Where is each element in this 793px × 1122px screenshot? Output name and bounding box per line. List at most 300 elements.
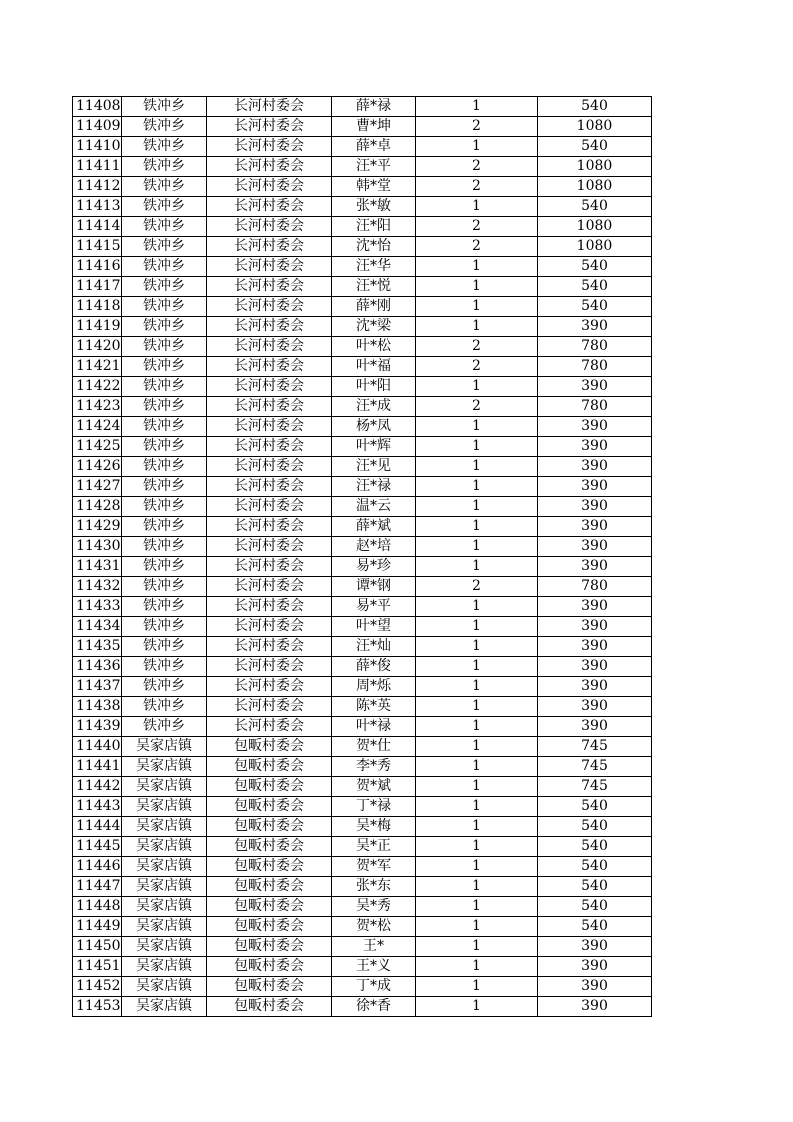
- household-count-cell: 1: [416, 257, 538, 277]
- township-cell: 铁冲乡: [122, 537, 207, 557]
- household-count-cell: 1: [416, 637, 538, 657]
- township-cell: 铁冲乡: [122, 477, 207, 497]
- village-committee-cell: 长河村委会: [207, 337, 332, 357]
- township-cell: 铁冲乡: [122, 717, 207, 737]
- township-cell: 铁冲乡: [122, 437, 207, 457]
- record-id-cell: 11433: [73, 597, 122, 617]
- record-id-cell: 11420: [73, 337, 122, 357]
- village-committee-cell: 长河村委会: [207, 577, 332, 597]
- household-count-cell: 1: [416, 537, 538, 557]
- township-cell: 铁冲乡: [122, 657, 207, 677]
- amount-cell: 1080: [538, 237, 652, 257]
- record-id-cell: 11426: [73, 457, 122, 477]
- village-committee-cell: 长河村委会: [207, 257, 332, 277]
- record-id-cell: 11416: [73, 257, 122, 277]
- record-id-cell: 11450: [73, 937, 122, 957]
- township-cell: 铁冲乡: [122, 117, 207, 137]
- township-cell: 吴家店镇: [122, 837, 207, 857]
- amount-cell: 390: [538, 657, 652, 677]
- village-committee-cell: 长河村委会: [207, 417, 332, 437]
- table-row: [73, 357, 652, 377]
- household-count-cell: 1: [416, 917, 538, 937]
- table-row: [73, 377, 652, 397]
- record-id-cell: 11442: [73, 777, 122, 797]
- table-row: [73, 537, 652, 557]
- name-cell: 王*义: [332, 957, 416, 977]
- record-id-cell: 11422: [73, 377, 122, 397]
- household-count-cell: 1: [416, 417, 538, 437]
- name-cell: 薛*禄: [332, 97, 416, 117]
- amount-cell: 1080: [538, 117, 652, 137]
- township-cell: 铁冲乡: [122, 497, 207, 517]
- household-count-cell: 1: [416, 617, 538, 637]
- village-committee-cell: 长河村委会: [207, 437, 332, 457]
- name-cell: 薛*斌: [332, 517, 416, 537]
- table-row: [73, 117, 652, 137]
- record-id-cell: 11446: [73, 857, 122, 877]
- household-count-cell: 1: [416, 817, 538, 837]
- township-cell: 铁冲乡: [122, 157, 207, 177]
- amount-cell: 390: [538, 497, 652, 517]
- household-count-cell: 1: [416, 977, 538, 997]
- household-count-cell: 2: [416, 157, 538, 177]
- household-count-cell: 1: [416, 197, 538, 217]
- township-cell: 铁冲乡: [122, 617, 207, 637]
- amount-cell: 540: [538, 857, 652, 877]
- township-cell: 铁冲乡: [122, 697, 207, 717]
- township-cell: 吴家店镇: [122, 857, 207, 877]
- amount-cell: 780: [538, 357, 652, 377]
- village-committee-cell: 长河村委会: [207, 317, 332, 337]
- record-id-cell: 11435: [73, 637, 122, 657]
- village-committee-cell: 长河村委会: [207, 517, 332, 537]
- amount-cell: 390: [538, 677, 652, 697]
- household-count-cell: 2: [416, 397, 538, 417]
- household-count-cell: 2: [416, 177, 538, 197]
- name-cell: 汪*见: [332, 457, 416, 477]
- name-cell: 汪*灿: [332, 637, 416, 657]
- village-committee-cell: 长河村委会: [207, 177, 332, 197]
- township-cell: 吴家店镇: [122, 757, 207, 777]
- record-id-cell: 11444: [73, 817, 122, 837]
- record-id-cell: 11445: [73, 837, 122, 857]
- amount-cell: 745: [538, 737, 652, 757]
- record-id-cell: 11427: [73, 477, 122, 497]
- township-cell: 铁冲乡: [122, 557, 207, 577]
- amount-cell: 1080: [538, 157, 652, 177]
- township-cell: 吴家店镇: [122, 737, 207, 757]
- village-committee-cell: 包畈村委会: [207, 777, 332, 797]
- table-row: [73, 257, 652, 277]
- village-committee-cell: 包畈村委会: [207, 897, 332, 917]
- township-cell: 吴家店镇: [122, 817, 207, 837]
- table-row: [73, 777, 652, 797]
- village-committee-cell: 包畈村委会: [207, 857, 332, 877]
- township-cell: 铁冲乡: [122, 597, 207, 617]
- table-row: [73, 97, 652, 117]
- record-id-cell: 11411: [73, 157, 122, 177]
- village-committee-cell: 长河村委会: [207, 377, 332, 397]
- township-cell: 铁冲乡: [122, 97, 207, 117]
- township-cell: 吴家店镇: [122, 777, 207, 797]
- table-row: [73, 957, 652, 977]
- township-cell: 铁冲乡: [122, 197, 207, 217]
- name-cell: 陈*英: [332, 697, 416, 717]
- name-cell: 叶*福: [332, 357, 416, 377]
- amount-cell: 390: [538, 697, 652, 717]
- name-cell: 沈*梁: [332, 317, 416, 337]
- name-cell: 贺*仕: [332, 737, 416, 757]
- village-committee-cell: 长河村委会: [207, 217, 332, 237]
- amount-cell: 540: [538, 297, 652, 317]
- amount-cell: 390: [538, 997, 652, 1017]
- name-cell: 王*: [332, 937, 416, 957]
- table-row: [73, 137, 652, 157]
- village-committee-cell: 包畈村委会: [207, 877, 332, 897]
- table-row: [73, 157, 652, 177]
- village-committee-cell: 包畈村委会: [207, 997, 332, 1017]
- record-id-cell: 11436: [73, 657, 122, 677]
- household-count-cell: 1: [416, 597, 538, 617]
- record-id-cell: 11437: [73, 677, 122, 697]
- record-id-cell: 11441: [73, 757, 122, 777]
- table-row: [73, 437, 652, 457]
- village-committee-cell: 长河村委会: [207, 277, 332, 297]
- record-id-cell: 11419: [73, 317, 122, 337]
- table-row: [73, 717, 652, 737]
- amount-cell: 390: [538, 457, 652, 477]
- table-row: [73, 597, 652, 617]
- household-count-cell: 1: [416, 777, 538, 797]
- household-count-cell: 1: [416, 857, 538, 877]
- record-id-cell: 11432: [73, 577, 122, 597]
- village-committee-cell: 包畈村委会: [207, 937, 332, 957]
- village-committee-cell: 长河村委会: [207, 677, 332, 697]
- name-cell: 汪*华: [332, 257, 416, 277]
- household-count-cell: 1: [416, 897, 538, 917]
- name-cell: 汪*平: [332, 157, 416, 177]
- table-row: [73, 657, 652, 677]
- name-cell: 沈*怡: [332, 237, 416, 257]
- name-cell: 易*平: [332, 597, 416, 617]
- household-count-cell: 1: [416, 957, 538, 977]
- amount-cell: 540: [538, 797, 652, 817]
- village-committee-cell: 长河村委会: [207, 557, 332, 577]
- records-table-body: [73, 97, 652, 1017]
- name-cell: 温*云: [332, 497, 416, 517]
- household-count-cell: 2: [416, 217, 538, 237]
- name-cell: 薛*刚: [332, 297, 416, 317]
- table-row: [73, 177, 652, 197]
- township-cell: 铁冲乡: [122, 517, 207, 537]
- record-id-cell: 11412: [73, 177, 122, 197]
- village-committee-cell: 包畈村委会: [207, 917, 332, 937]
- table-row: [73, 197, 652, 217]
- village-committee-cell: 包畈村委会: [207, 737, 332, 757]
- name-cell: 贺*军: [332, 857, 416, 877]
- household-count-cell: 1: [416, 317, 538, 337]
- amount-cell: 540: [538, 897, 652, 917]
- amount-cell: 390: [538, 477, 652, 497]
- village-committee-cell: 长河村委会: [207, 597, 332, 617]
- table-row: [73, 457, 652, 477]
- record-id-cell: 11451: [73, 957, 122, 977]
- table-row: [73, 517, 652, 537]
- household-count-cell: 1: [416, 997, 538, 1017]
- table-row: [73, 497, 652, 517]
- name-cell: 叶*松: [332, 337, 416, 357]
- name-cell: 丁*禄: [332, 797, 416, 817]
- record-id-cell: 11438: [73, 697, 122, 717]
- record-id-cell: 11449: [73, 917, 122, 937]
- name-cell: 张*东: [332, 877, 416, 897]
- village-committee-cell: 包畈村委会: [207, 957, 332, 977]
- name-cell: 李*秀: [332, 757, 416, 777]
- household-count-cell: 1: [416, 877, 538, 897]
- household-count-cell: 1: [416, 837, 538, 857]
- village-committee-cell: 长河村委会: [207, 157, 332, 177]
- township-cell: 铁冲乡: [122, 257, 207, 277]
- township-cell: 吴家店镇: [122, 877, 207, 897]
- household-count-cell: 2: [416, 357, 538, 377]
- record-id-cell: 11410: [73, 137, 122, 157]
- table-row: [73, 837, 652, 857]
- table-row: [73, 997, 652, 1017]
- amount-cell: 1080: [538, 217, 652, 237]
- name-cell: 徐*香: [332, 997, 416, 1017]
- amount-cell: 390: [538, 417, 652, 437]
- household-count-cell: 1: [416, 137, 538, 157]
- household-count-cell: 2: [416, 337, 538, 357]
- table-row: [73, 797, 652, 817]
- village-committee-cell: 包畈村委会: [207, 757, 332, 777]
- village-committee-cell: 长河村委会: [207, 237, 332, 257]
- amount-cell: 390: [538, 557, 652, 577]
- record-id-cell: 11425: [73, 437, 122, 457]
- name-cell: 吴*正: [332, 837, 416, 857]
- township-cell: 铁冲乡: [122, 337, 207, 357]
- name-cell: 薛*俊: [332, 657, 416, 677]
- amount-cell: 780: [538, 577, 652, 597]
- table-row: [73, 217, 652, 237]
- household-count-cell: 1: [416, 737, 538, 757]
- township-cell: 铁冲乡: [122, 677, 207, 697]
- household-count-cell: 1: [416, 457, 538, 477]
- name-cell: 杨*凤: [332, 417, 416, 437]
- village-committee-cell: 长河村委会: [207, 497, 332, 517]
- name-cell: 叶*辉: [332, 437, 416, 457]
- amount-cell: 745: [538, 757, 652, 777]
- amount-cell: 390: [538, 937, 652, 957]
- record-id-cell: 11421: [73, 357, 122, 377]
- record-id-cell: 11443: [73, 797, 122, 817]
- township-cell: 吴家店镇: [122, 937, 207, 957]
- amount-cell: 540: [538, 837, 652, 857]
- village-committee-cell: 长河村委会: [207, 297, 332, 317]
- township-cell: 铁冲乡: [122, 277, 207, 297]
- household-count-cell: 1: [416, 757, 538, 777]
- household-count-cell: 2: [416, 117, 538, 137]
- name-cell: 赵*培: [332, 537, 416, 557]
- name-cell: 薛*卓: [332, 137, 416, 157]
- name-cell: 汪*悦: [332, 277, 416, 297]
- name-cell: 叶*禄: [332, 717, 416, 737]
- village-committee-cell: 包畈村委会: [207, 817, 332, 837]
- village-committee-cell: 长河村委会: [207, 197, 332, 217]
- village-committee-cell: 长河村委会: [207, 137, 332, 157]
- table-row: [73, 477, 652, 497]
- table-row: [73, 337, 652, 357]
- table-row: [73, 897, 652, 917]
- record-id-cell: 11424: [73, 417, 122, 437]
- table-row: [73, 417, 652, 437]
- name-cell: 曹*坤: [332, 117, 416, 137]
- amount-cell: 390: [538, 377, 652, 397]
- record-id-cell: 11448: [73, 897, 122, 917]
- township-cell: 铁冲乡: [122, 357, 207, 377]
- township-cell: 吴家店镇: [122, 917, 207, 937]
- table-row: [73, 817, 652, 837]
- name-cell: 叶*望: [332, 617, 416, 637]
- name-cell: 汪*禄: [332, 477, 416, 497]
- township-cell: 吴家店镇: [122, 997, 207, 1017]
- township-cell: 铁冲乡: [122, 397, 207, 417]
- record-id-cell: 11440: [73, 737, 122, 757]
- name-cell: 周*烁: [332, 677, 416, 697]
- household-count-cell: 1: [416, 677, 538, 697]
- table-row: [73, 617, 652, 637]
- household-count-cell: 1: [416, 297, 538, 317]
- record-id-cell: 11423: [73, 397, 122, 417]
- village-committee-cell: 长河村委会: [207, 717, 332, 737]
- table-row: [73, 917, 652, 937]
- township-cell: 吴家店镇: [122, 957, 207, 977]
- amount-cell: 390: [538, 717, 652, 737]
- amount-cell: 780: [538, 397, 652, 417]
- table-row: [73, 877, 652, 897]
- amount-cell: 540: [538, 277, 652, 297]
- village-committee-cell: 长河村委会: [207, 477, 332, 497]
- name-cell: 贺*斌: [332, 777, 416, 797]
- household-count-cell: 1: [416, 517, 538, 537]
- table-row: [73, 757, 652, 777]
- township-cell: 吴家店镇: [122, 897, 207, 917]
- amount-cell: 390: [538, 977, 652, 997]
- amount-cell: 390: [538, 517, 652, 537]
- record-id-cell: 11415: [73, 237, 122, 257]
- table-row: [73, 677, 652, 697]
- record-id-cell: 11429: [73, 517, 122, 537]
- village-committee-cell: 长河村委会: [207, 457, 332, 477]
- household-count-cell: 1: [416, 497, 538, 517]
- record-id-cell: 11418: [73, 297, 122, 317]
- record-id-cell: 11417: [73, 277, 122, 297]
- amount-cell: 390: [538, 597, 652, 617]
- amount-cell: 390: [538, 617, 652, 637]
- amount-cell: 540: [538, 257, 652, 277]
- household-count-cell: 1: [416, 97, 538, 117]
- name-cell: 丁*成: [332, 977, 416, 997]
- table-row: [73, 697, 652, 717]
- amount-cell: 540: [538, 197, 652, 217]
- township-cell: 铁冲乡: [122, 237, 207, 257]
- name-cell: 汪*阳: [332, 217, 416, 237]
- township-cell: 铁冲乡: [122, 577, 207, 597]
- table-row: [73, 397, 652, 417]
- village-committee-cell: 长河村委会: [207, 657, 332, 677]
- name-cell: 谭*钢: [332, 577, 416, 597]
- amount-cell: 390: [538, 537, 652, 557]
- household-count-cell: 2: [416, 577, 538, 597]
- table-row: [73, 977, 652, 997]
- record-id-cell: 11453: [73, 997, 122, 1017]
- village-committee-cell: 长河村委会: [207, 397, 332, 417]
- household-count-cell: 2: [416, 237, 538, 257]
- table-row: [73, 297, 652, 317]
- record-id-cell: 11428: [73, 497, 122, 517]
- township-cell: 吴家店镇: [122, 797, 207, 817]
- record-id-cell: 11414: [73, 217, 122, 237]
- township-cell: 铁冲乡: [122, 297, 207, 317]
- township-cell: 铁冲乡: [122, 637, 207, 657]
- record-id-cell: 11413: [73, 197, 122, 217]
- amount-cell: 540: [538, 817, 652, 837]
- record-id-cell: 11408: [73, 97, 122, 117]
- table-row: [73, 737, 652, 757]
- township-cell: 铁冲乡: [122, 417, 207, 437]
- household-count-cell: 1: [416, 697, 538, 717]
- name-cell: 韩*堂: [332, 177, 416, 197]
- household-count-cell: 1: [416, 557, 538, 577]
- table-row: [73, 237, 652, 257]
- township-cell: 铁冲乡: [122, 177, 207, 197]
- village-committee-cell: 长河村委会: [207, 637, 332, 657]
- record-id-cell: 11434: [73, 617, 122, 637]
- household-count-cell: 1: [416, 717, 538, 737]
- amount-cell: 540: [538, 877, 652, 897]
- table-row: [73, 317, 652, 337]
- table-row: [73, 557, 652, 577]
- household-count-cell: 1: [416, 797, 538, 817]
- table-row: [73, 577, 652, 597]
- amount-cell: 540: [538, 137, 652, 157]
- table-row: [73, 637, 652, 657]
- name-cell: 汪*成: [332, 397, 416, 417]
- amount-cell: 390: [538, 437, 652, 457]
- village-committee-cell: 长河村委会: [207, 617, 332, 637]
- township-cell: 吴家店镇: [122, 977, 207, 997]
- township-cell: 铁冲乡: [122, 377, 207, 397]
- township-cell: 铁冲乡: [122, 317, 207, 337]
- village-committee-cell: 包畈村委会: [207, 977, 332, 997]
- records-table: [72, 96, 652, 1017]
- village-committee-cell: 长河村委会: [207, 97, 332, 117]
- household-count-cell: 1: [416, 437, 538, 457]
- amount-cell: 780: [538, 337, 652, 357]
- table-row: [73, 277, 652, 297]
- name-cell: 叶*阳: [332, 377, 416, 397]
- village-committee-cell: 长河村委会: [207, 697, 332, 717]
- village-committee-cell: 长河村委会: [207, 357, 332, 377]
- amount-cell: 745: [538, 777, 652, 797]
- name-cell: 吴*秀: [332, 897, 416, 917]
- name-cell: 吴*梅: [332, 817, 416, 837]
- township-cell: 铁冲乡: [122, 137, 207, 157]
- table-row: [73, 857, 652, 877]
- table-row: [73, 937, 652, 957]
- amount-cell: 540: [538, 917, 652, 937]
- amount-cell: 390: [538, 637, 652, 657]
